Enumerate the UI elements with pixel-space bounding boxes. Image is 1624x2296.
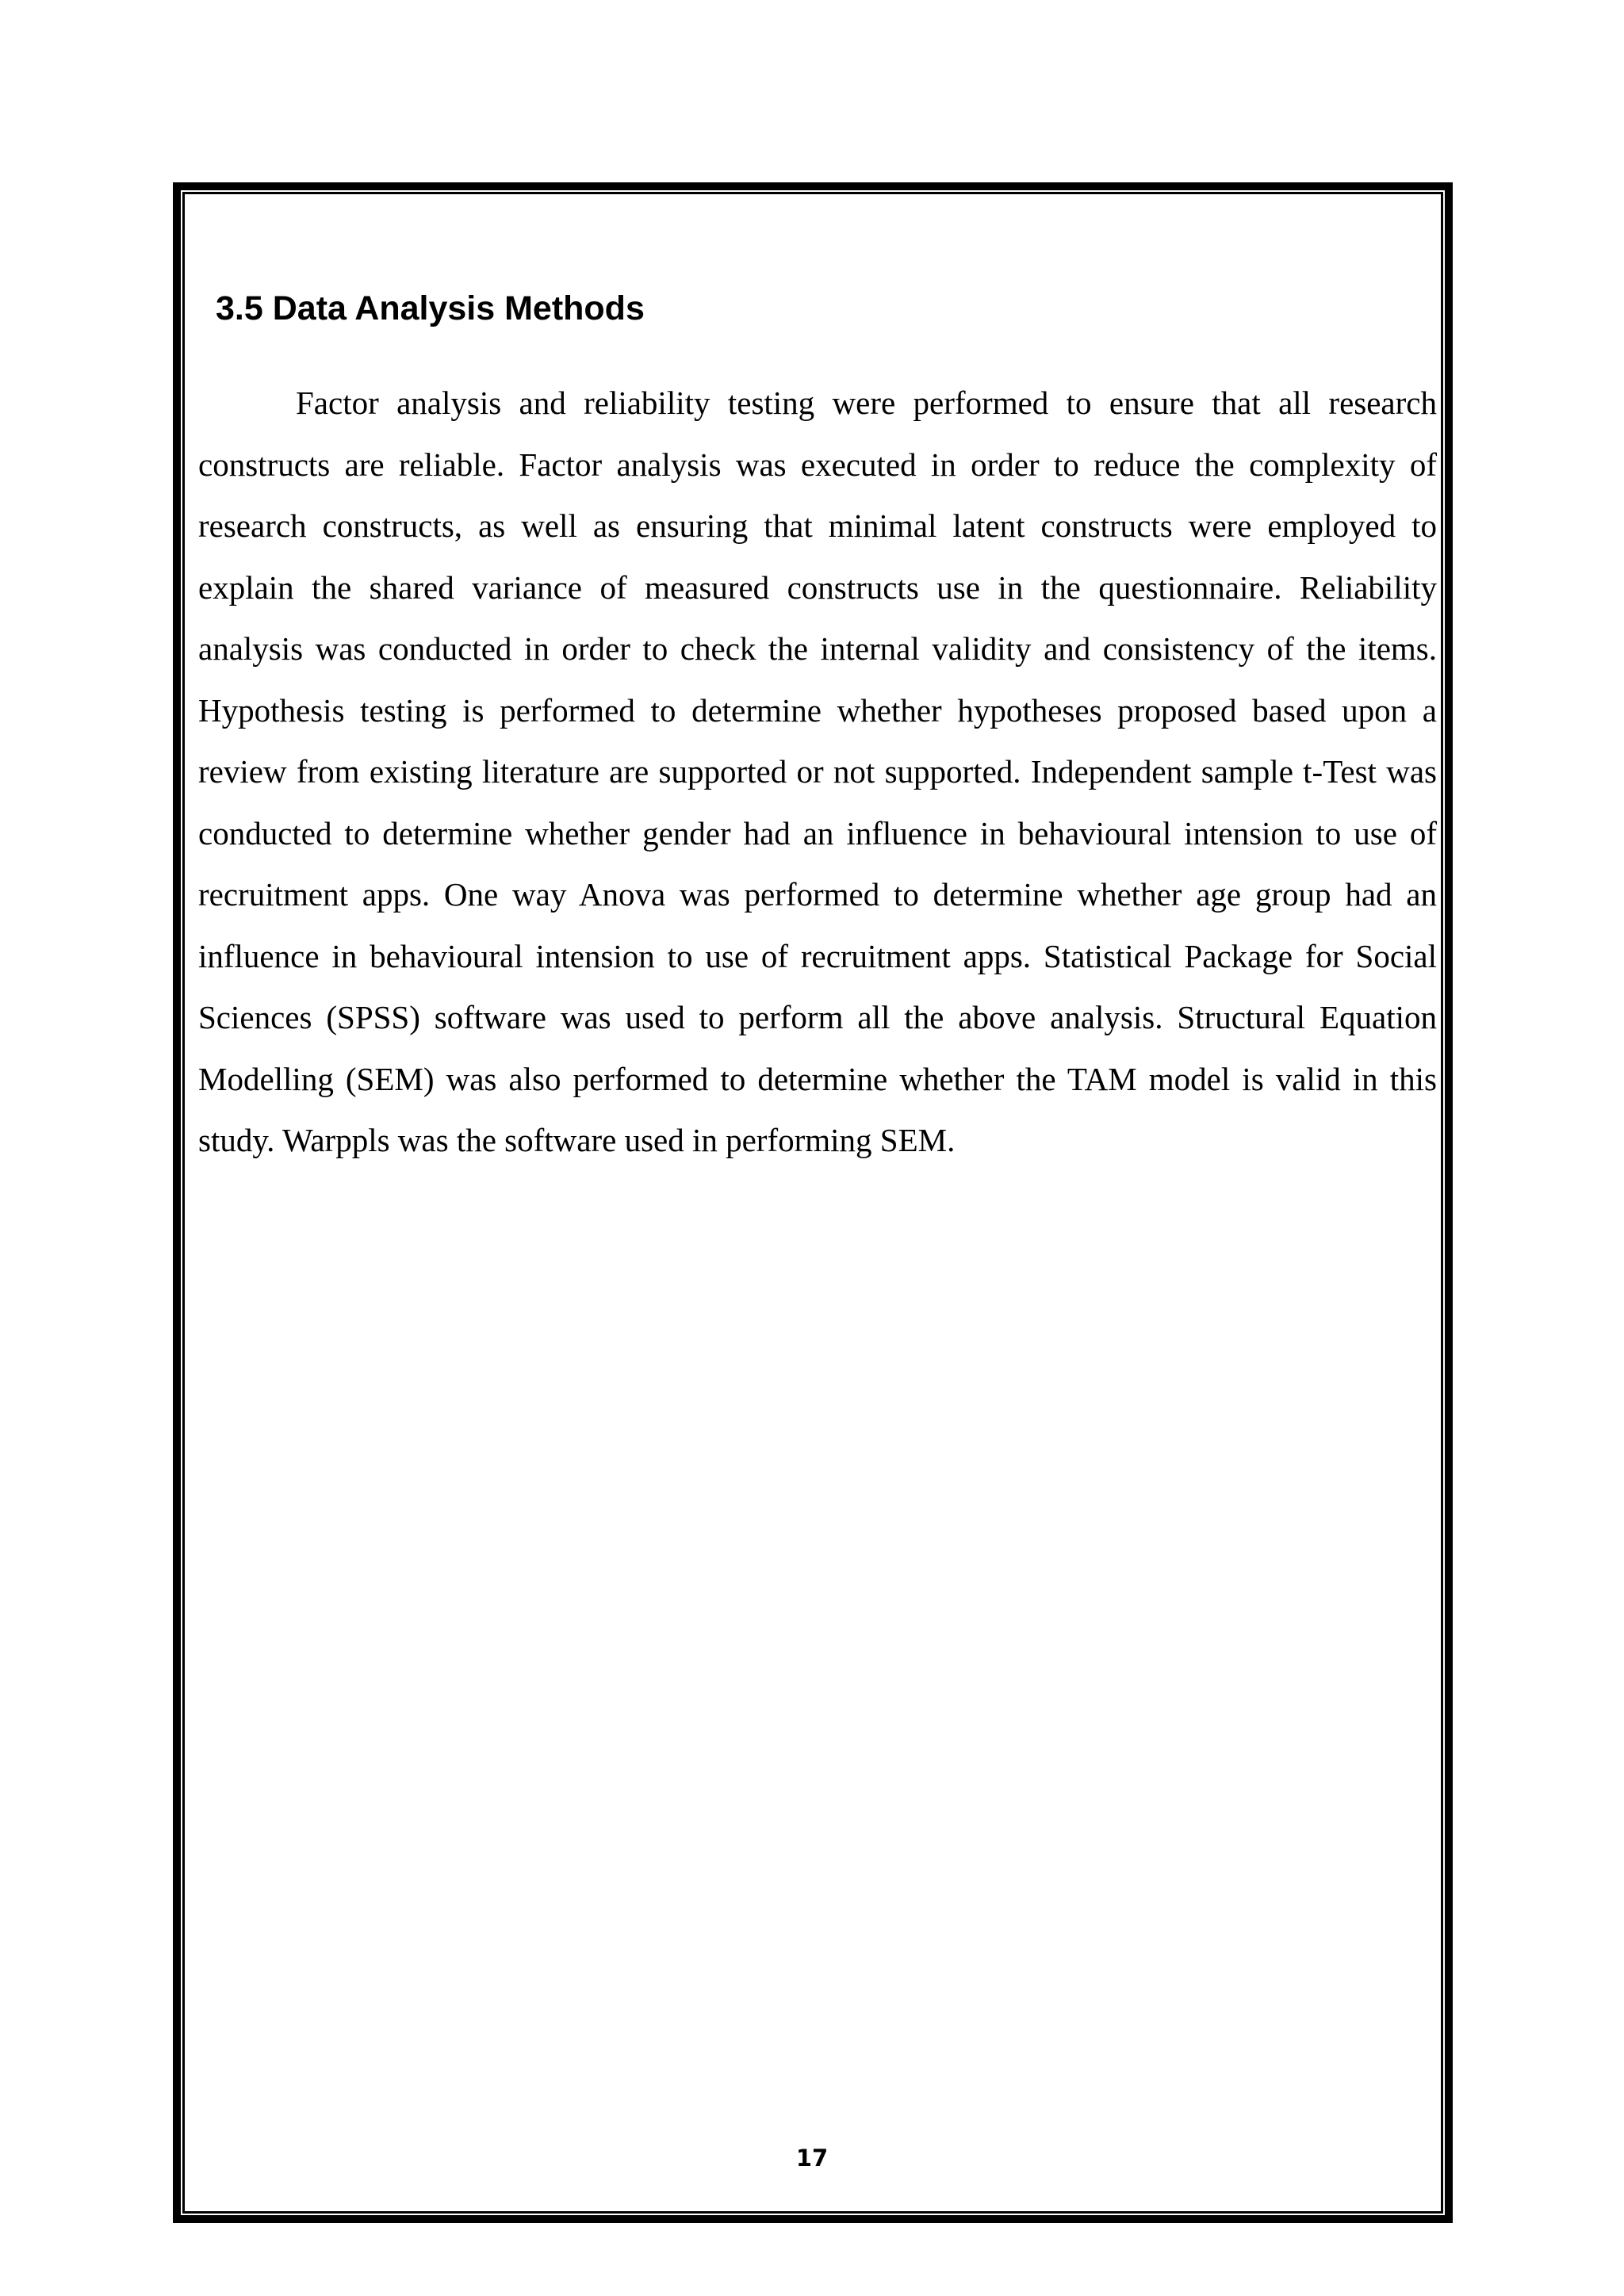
page-number: 17 bbox=[795, 2145, 829, 2172]
section-heading: 3.5 Data Analysis Methods bbox=[216, 289, 645, 327]
body-paragraph: Factor analysis and reliability testing were performed to ensure that all research constructs are reliable. Factor analysis was executed in order to reduce the complexity of research constructs, as well as ensuring that minimal latent constructs were employed to explain the shared variance of measured constructs use in the questionnaire. Reliability analysis was conducted in order to check the internal validity and consistency of the items. Hypothesis testing is performed to determine whether hypotheses proposed based upon a review from existing literature are supported or not supported. Independent sample t-Test was conducted to determine whether gender had an influence in behavioural intension to use of recruitment apps. One way Anova was performed to determine whether age group had an influence in behavioural intension to use of recruitment apps. Statistical Package for Social Sciences (SPSS) software was used to perform all the above analysis. Structural Equation Modelling (SEM) was also performed to determine whether the TAM model is valid in this study. Warppls was the software used in performing SEM. bbox=[198, 385, 1437, 1158]
